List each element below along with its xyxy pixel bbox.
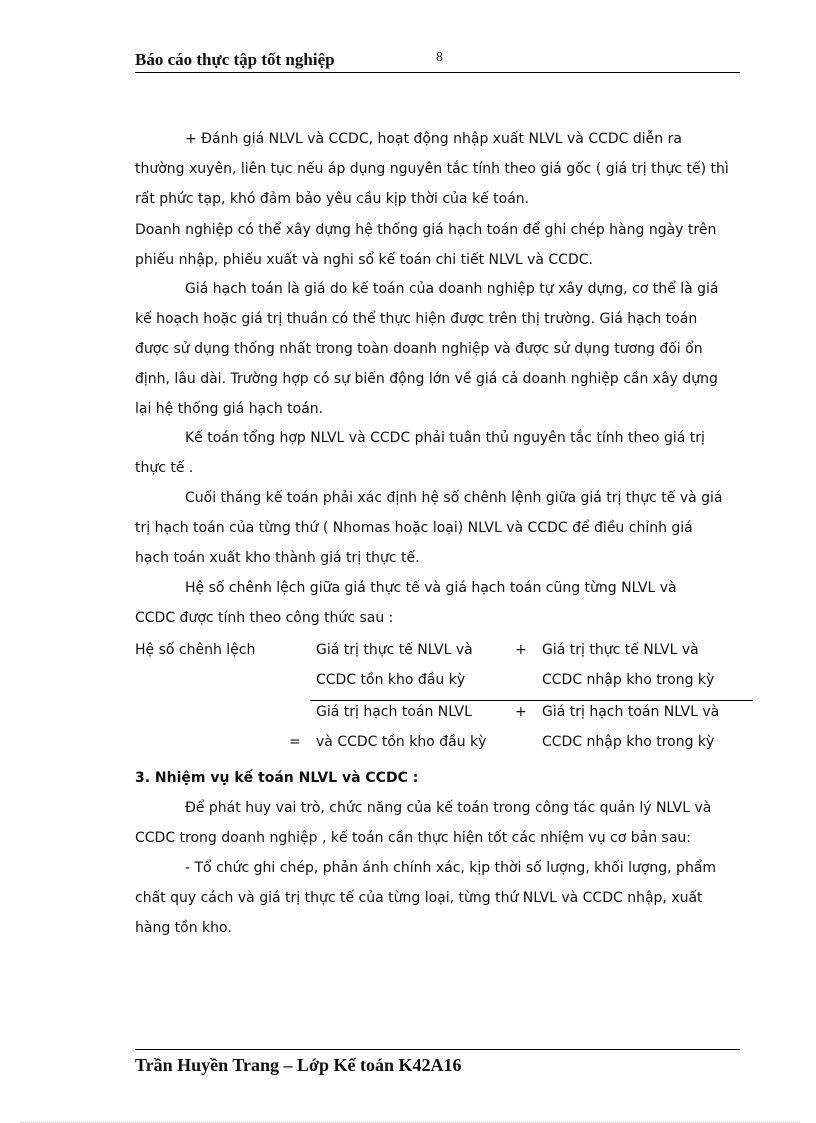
paragraph-line: Giá hạch toán là giá do kế toán của doanh nghiệp tự xây dựng, cơ thể là giá	[185, 281, 719, 297]
paragraph-line: Kế toán tổng hợp NLVL và CCDC phải tuân thủ nguyên tắc tính theo giá trị	[185, 430, 705, 446]
paragraph-line: + Đánh giá NLVL và CCDC, hoạt động nhập xuất NLVL và CCDC diễn ra	[185, 131, 682, 147]
footer-author: Trần Huyền Trang – Lớp Kế toán K42A16	[135, 1055, 462, 1075]
paragraph-line: CCDC được tính theo công thức sau :	[135, 610, 394, 626]
page-number: 8	[436, 50, 443, 65]
paragraph-line: Để phát huy vai trò, chức năng của kế toán trong công tác quản lý NLVL và	[185, 800, 712, 816]
document-title: Báo cáo thực tập tốt nghiệp	[135, 50, 335, 69]
denominator-plus-sign: +	[515, 704, 527, 720]
formula-label: Hệ số chênh lệch	[135, 642, 256, 658]
paragraph-line: CCDC trong doanh nghiệp , kế toán cần thực hiện tốt các nhiệm vụ cơ bản sau:	[135, 830, 692, 846]
paragraph-line: Cuối tháng kế toán phải xác định hệ số chênh lệnh giữa giá trị thực tế và giá	[185, 490, 723, 506]
paragraph-line: thường xuyên, liên tục nếu áp dụng nguyên tắc tính theo giá gốc ( giá trị thực tế) thì	[135, 161, 729, 177]
fraction-bar	[310, 700, 753, 701]
footer-divider	[135, 1049, 740, 1050]
paragraph-line: Hệ số chênh lệch giữa giá thực tế và giá hạch toán cũng từng NLVL và	[185, 580, 677, 596]
denominator-left-line2: và CCDC tồn kho đầu kỳ	[316, 734, 487, 750]
paragraph-line: lại hệ thống giá hạch toán.	[135, 401, 324, 417]
paragraph-line: định, lâu dài. Trường hợp có sự biến động lớn về giá cả doanh nghiệp cần xây dựng	[135, 371, 718, 387]
paragraph-line: - Tổ chức ghi chép, phản ánh chính xác, kịp thời số lượng, khối lượng, phẩm	[185, 860, 717, 876]
paragraph-line: hạch toán xuất kho thành giá trị thực tế.	[135, 550, 420, 566]
denominator-left-line1: Giá trị hạch toán NLVL	[316, 704, 472, 720]
paragraph-line: chất quy cách và giá trị thực tế của từng loại, từng thứ NLVL và CCDC nhập, xuất	[135, 890, 703, 906]
denominator-right-line2: CCDC nhập kho trong kỳ	[542, 734, 715, 750]
numerator-left-line2: CCDC tồn kho đầu kỳ	[316, 672, 466, 688]
equals-sign: =	[289, 734, 301, 750]
paragraph-line: Doanh nghiệp có thể xây dựng hệ thống giá hạch toán để ghi chép hàng ngày trên	[135, 222, 717, 238]
paragraph-line: rất phức tạp, khó đảm bảo yêu cầu kịp thời của kế toán.	[135, 191, 530, 207]
numerator-left-line1: Giá trị thực tế NLVL và	[316, 642, 473, 658]
section-heading: 3. Nhiệm vụ kế toán NLVL và CCDC :	[135, 770, 419, 786]
denominator-right-line1: Giá trị hạch toán NLVL và	[542, 704, 720, 720]
numerator-plus-sign: +	[515, 642, 527, 658]
header-divider	[135, 72, 740, 73]
paragraph-line: phiếu nhập, phiếu xuất và nghi sổ kế toán chi tiết NLVL và CCDC.	[135, 252, 593, 268]
paragraph-line: kế hoạch hoặc giá trị thuần có thể thực hiện được trên thị trường. Giá hạch toán	[135, 311, 698, 327]
paragraph-line: trị hạch toán của từng thứ ( Nhomas hoặc loại) NLVL và CCDC để điều chỉnh giá	[135, 520, 693, 536]
numerator-right-line1: Giá trị thực tế NLVL và	[542, 642, 699, 658]
paragraph-line: được sử dụng thống nhất trong toàn doanh nghiệp và được sử dụng tương đối ổn	[135, 341, 703, 357]
numerator-right-line2: CCDC nhập kho trong kỳ	[542, 672, 715, 688]
paragraph-line: hàng tồn kho.	[135, 920, 232, 936]
paragraph-line: thực tế .	[135, 460, 194, 476]
